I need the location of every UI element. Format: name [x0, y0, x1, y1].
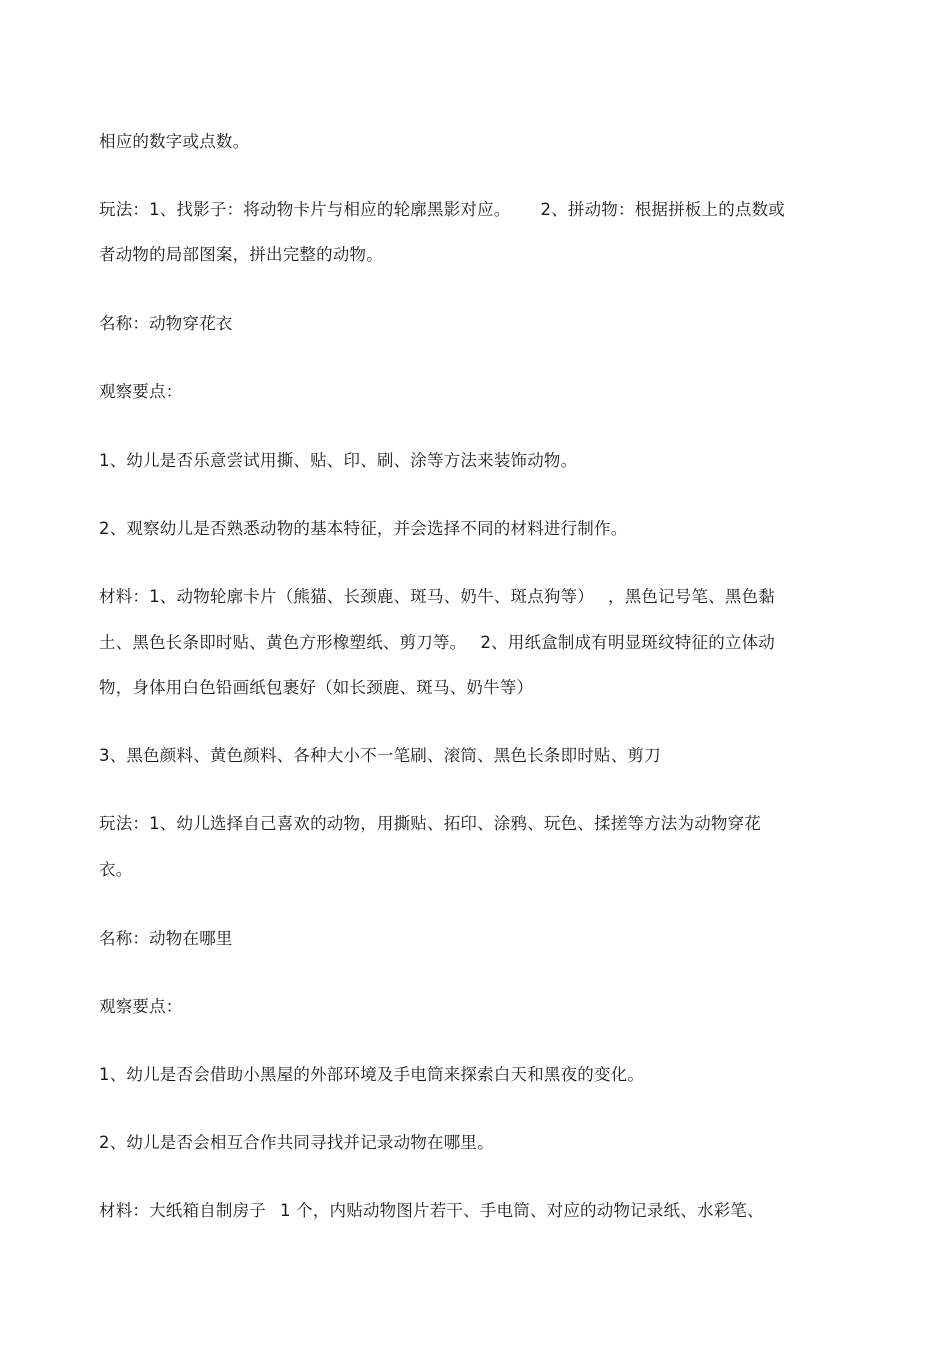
text-line: 观察要点：: [99, 382, 183, 401]
text-line: 2、观察幼儿是否熟悉动物的基本特征，并会选择不同的材料进行制作。: [99, 519, 628, 538]
text-line: 玩法：1、幼儿选择自己喜欢的动物，用撕贴、拓印、涂鸦、玩色、揉搓等方法为动物穿花: [99, 814, 761, 833]
text-line: 者动物的局部图案，拼出完整的动物。: [99, 245, 383, 264]
text-line: 材料：大纸箱自制房子 1 个，内贴动物图片若干、手电筒、对应的动物记录纸、水彩笔、: [99, 1201, 764, 1220]
text-line: 土、黑色长条即时贴、黄色方形橡塑纸、剪刀等。 2、用纸盒制成有明显斑纹特征的立体动: [99, 633, 776, 652]
text-line: 物，身体用白色铅画纸包裹好（如长颈鹿、斑马、奶牛等）: [99, 678, 534, 697]
text-line: 1、幼儿是否乐意尝试用撕、贴、印、刷、涂等方法来装饰动物。: [99, 451, 578, 470]
text-line: 材料：1、动物轮廓卡片（熊猫、长颈鹿、斑马、奶牛、斑点狗等） ，黑色记号笔、黑色黏: [99, 587, 775, 606]
text-line: 1、幼儿是否会借助小黑屋的外部环境及手电筒来探索白天和黑夜的变化。: [99, 1065, 645, 1084]
text-line: 2、幼儿是否会相互合作共同寻找并记录动物在哪里。: [99, 1133, 494, 1152]
section-title: 名称：动物穿花衣: [99, 314, 233, 333]
text-line: 观察要点：: [99, 997, 183, 1016]
text-line: 玩法：1、找影子：将动物卡片与相应的轮廓黑影对应。 2、拼动物：根据拼板上的点数或: [99, 200, 785, 219]
text-line: 相应的数字或点数。: [99, 132, 250, 151]
text-line: 衣。: [99, 860, 133, 879]
section-title: 名称：动物在哪里: [99, 929, 233, 948]
text-line: 3、黑色颜料、黄色颜料、各种大小不一笔刷、滚筒、黑色长条即时贴、剪刀: [99, 746, 661, 765]
